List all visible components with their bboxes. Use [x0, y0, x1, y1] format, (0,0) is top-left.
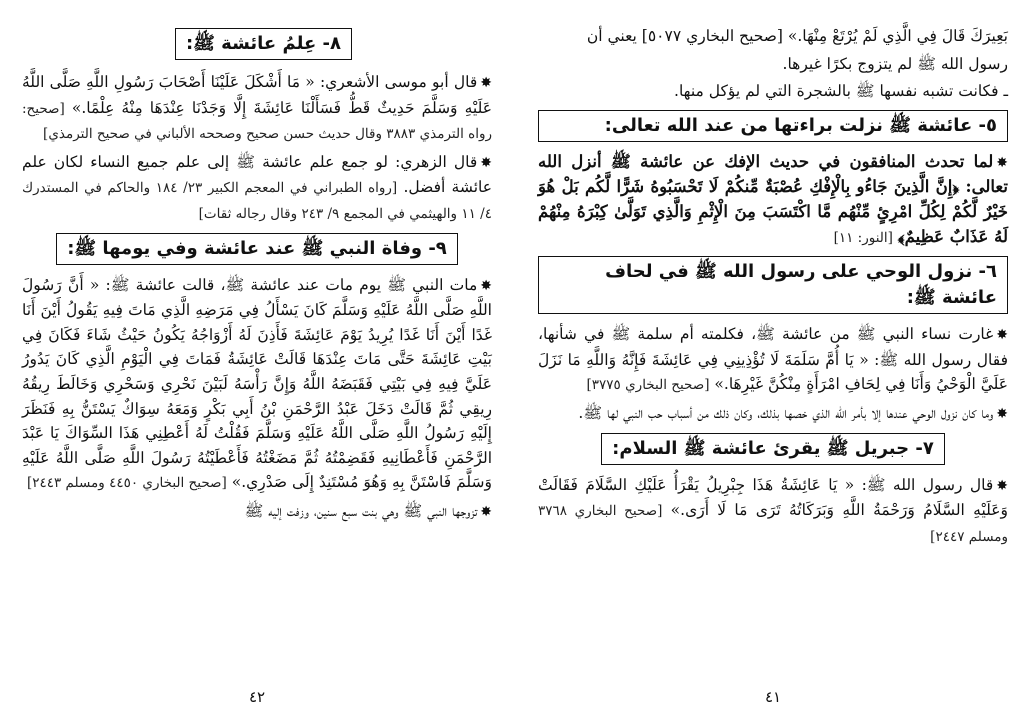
paragraph-9-text: مات النبي ﷺ يوم مات عند عائشة ﷺ، قالت عائشة ﷺ: « أَنَّ رَسُولَ اللَّهِ صَلَّى اللَّهُ عَلَيْهِ وَسَلَّمَ كَانَ يَسْأَلُ فِي مَرَضِهِ الَّذِي مَاتَ فِيهِ يَقُولُ أَيْنَ أَنَا غَدًا أَيْنَ أَنَا غَدًا يُرِيدُ يَوْمَ عَائِشَةَ فَأَذِنَ لَهُ أَزْوَاجُهُ يَكُونُ حَيْثُ شَاءَ فَكَانَ فِي بَيْتِ عَائِشَةَ حَتَّى مَاتَ عِنْدَهَا قَالَتْ عَائِشَةُ فَمَاتَ فِي الْيَوْمِ الَّذِي كَانَ يَدُورُ عَلَيَّ فِيهِ فِي بَيْتِي فَقَبَضَهُ اللَّهُ وَإِنَّ رَأْسَهُ لَبَيْنَ نَحْرِي وَسَحْرِي وَخَالَطَ رِيقُهُ رِيقِي ثُمَّ قَالَتْ دَخَلَ عَبْدُ الرَّحْمَنِ بْنُ أَبِي بَكْرٍ وَمَعَهُ سِوَاكٌ يَسْتَنُّ بِهِ فَنَظَرَ إِلَيْهِ رَسُولُ اللَّهِ صَلَّى اللَّهُ عَلَيْهِ وَسَلَّمَ فَقُلْتُ لَهُ أَعْطِنِي هَذَا السِّوَاكَ يَا عَبْدَ الرَّحْمَنِ فَأَعْطَانِيهِ فَقَضِمْتُهُ ثُمَّ مَضَغْتُهُ فَأَعْطَيْتُهُ رَسُولَ اللَّهِ صَلَّى اللَّهُ عَلَيْهِ وَسَلَّمَ فَاسْتَنَّ بِهِ وَهُوَ مُسْتَنِدٌ إِلَى صَدْرِي.»: [22, 275, 492, 492]
paragraph-6-text: غارت نساء النبي ﷺ من عائشة ﷺ، فكلمته أم سلمة ﷺ في شأنها، فقال رسول الله ﷺ: « يَا أُمَّ سَلَمَةَ لَا تُؤْذِينِي فِي عَائِشَةَ فَإِنَّهُ وَاللَّهِ مَا نَزَلَ عَلَيَّ الْوَحْيُ وَأَنَا فِي لِحَافِ امْرَأَةٍ مِنْكُنَّ غَيْرِهَا.»: [538, 325, 1008, 394]
paragraph-9: [22, 273, 492, 496]
paragraph-8b-text: قال الزهري: لو جمع علم عائشة ﷺ إلى علم جميع النساء لكان علم عائشة أفضل.: [22, 152, 492, 197]
left-page: [22, 22, 492, 712]
section-heading-9: ٩- وفاة النبي ﷺ عند عائشة وفي يومها ﷺ:: [56, 233, 458, 265]
star-icon: ✸: [480, 154, 492, 171]
section-heading-7: ٧- جبريل ﷺ يقرئ عائشة ﷺ السلام:: [601, 433, 945, 465]
section-heading-8: ٨- عِلمُ عائشة ﷺ:: [175, 28, 352, 60]
star-icon: ✸: [480, 277, 492, 294]
paragraph-6b-text: وما كان نزول الوحي عندها إلا بأمر الله الذي خصها بذلك، وكان ذلك من أسباب حب النبي لها ﷺ.: [578, 403, 994, 422]
reference: [صحيح: رواه الترمذي ٣٨٨٣ وقال حديث حسن صحيح وصححه الألباني في صحيح الترمذي]: [22, 100, 492, 143]
paragraph-8-text: قال أبو موسى الأشعري: « مَا أَشْكَلَ عَلَيْنَا أَصْحَابَ رَسُولِ اللَّهِ صَلَّى اللَّهُ عَلَيْهِ وَسَلَّمَ حَدِيثٌ قَطُّ فَسَأَلْنَا عَائِشَةَ إِلَّا وَجَدْنَا عِنْدَهَا مِنْهُ عِلْمًا.»: [22, 73, 492, 117]
intro-line: بَعِيرَكَ قَالَ فِي الَّذِي لَمْ يُرْتَعْ مِنْهَا.» [صحيح البخاري ٥٠٧٧] يعني أن: [586, 27, 1008, 45]
star-icon: ✸: [996, 477, 1008, 494]
reference: [النور: ١١]: [833, 229, 893, 246]
star-icon: ✸: [480, 503, 492, 520]
reference: [صحيح البخاري ٣٧٦٨ ومسلم ٢٤٤٧]: [538, 503, 1008, 545]
intro-line: ـ فكانت تشبه نفسها ﷺ بالشجرة التي لم يؤكل منها.: [674, 82, 1008, 101]
star-icon: ✸: [480, 75, 492, 91]
star-icon: ✸: [996, 154, 1008, 171]
section-heading-6: ٦- نزول الوحي على رسول الله ﷺ في لحاف عائشة ﷺ:: [538, 256, 1008, 314]
reference: [رواه الطبراني في المعجم الكبير ٢٣/ ١٨٤ والحاكم في المستدرك ٤/ ١١ والهيثمي في المجمع ٩/ ٢٤٣ وقال رجاله ثقات]: [22, 180, 492, 222]
right-page: [538, 22, 1008, 712]
section-heading-5: ٥- عائشة ﷺ نزلت براءتها من عند الله تعالى:: [538, 110, 1008, 142]
reference: [صحيح البخاري ٣٧٧٥]: [586, 377, 710, 394]
paragraph-7-text: قال رسول الله ﷺ: « يَا عَائِشَةُ هَذَا جِبْرِيلُ يَقْرَأُ عَلَيْكِ السَّلَامَ فَقَالَتْ وَعَلَيْهِ السَّلَامُ وَرَحْمَةُ اللَّهِ وَبَرَكَاتُهُ تَرَى مَا لَا أَرَى.»: [538, 475, 1008, 520]
paragraph-6b: [538, 401, 1008, 427]
paragraph-9b-text: تزوجها النبي ﷺ وهي بنت سبع سنين، وزفت إليه ﷺ: [244, 501, 478, 520]
page-number: ٤٢: [248, 688, 266, 707]
reference: [صحيح البخاري ٤٤٥٠ ومسلم ٢٤٤٣]: [26, 475, 227, 492]
paragraph-8: [22, 70, 492, 147]
paragraph-5: [538, 150, 1008, 250]
paragraph-5-text: لما تحدث المنافقون في حديث الإفك عن عائشة ﷺ أنزل الله تعالى: ﴿إِنَّ الَّذِينَ جَاءُو بِالْإِفْكِ عُصْبَةٌ مِّنكُمْ لَا تَحْسَبُوهُ شَرًّا لَّكُم بَلْ هُوَ خَيْرٌ لَّكُمْ لِكُلِّ امْرِئٍ مِّنْهُم مَّا اكْتَسَبَ مِنَ الْإِثْمِ وَالَّذِي تَوَلَّىٰ كِبْرَهُ مِنْهُمْ لَهُ عَذَابٌ عَظِيمٌ﴾: [538, 151, 1008, 246]
star-icon: ✸: [996, 405, 1008, 422]
paragraph-7: [538, 473, 1008, 550]
intro-line: رسول الله ﷺ لم يتزوج بكرًا غيرها.: [782, 54, 1008, 73]
star-icon: ✸: [996, 327, 1008, 344]
paragraph-8b: [22, 150, 492, 227]
paragraph-9b: [22, 499, 492, 525]
page-number: ٤١: [764, 688, 782, 707]
paragraph-6: [538, 322, 1008, 398]
